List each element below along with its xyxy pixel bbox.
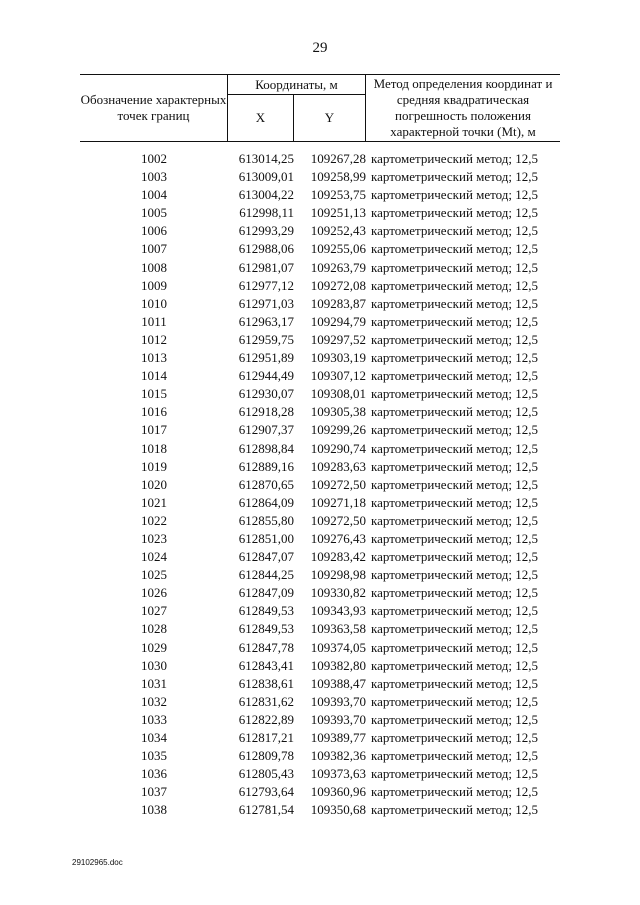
table-row: [80, 313, 560, 331]
coord-x: 612889,16: [238, 458, 294, 474]
coord-y: 109382,80: [310, 657, 366, 673]
table-row: [80, 367, 560, 385]
method-text: картометрический метод; 12,5: [371, 675, 539, 691]
point-number: 1034: [141, 730, 167, 745]
method-text: картометрический метод; 12,5: [371, 440, 539, 456]
table-row: [80, 711, 560, 729]
coord-y: 109389,77: [310, 730, 366, 745]
method-text: картометрический метод; 12,5: [371, 621, 539, 637]
table-row: [80, 693, 560, 711]
point-number: 1003: [141, 169, 167, 185]
coord-y: 109393,70: [310, 711, 366, 727]
coord-x: 612898,84: [238, 440, 294, 456]
table-row: [80, 675, 560, 693]
table-row: [80, 602, 560, 620]
method-text: картометрический метод; 12,5: [371, 512, 539, 528]
method-text: картометрический метод; 12,5: [371, 802, 539, 818]
coord-y: 109297,52: [310, 331, 366, 347]
point-number: 1010: [141, 295, 167, 311]
method-text: картометрический метод; 12,5: [371, 693, 539, 709]
coord-x: 612944,49: [238, 368, 294, 384]
method-text: картометрический метод; 12,5: [371, 151, 539, 166]
point-number: 1016: [141, 404, 167, 420]
table-row: [80, 494, 560, 512]
table-row: [80, 295, 560, 313]
coord-y: 109283,63: [310, 458, 366, 474]
table-row: [80, 421, 560, 439]
method-text: картометрический метод; 12,5: [371, 259, 539, 275]
table-row: [80, 747, 560, 765]
header-designation: Обозначение характерных точек границ: [80, 75, 228, 141]
method-text: картометрический метод; 12,5: [371, 187, 539, 203]
header-x: X: [228, 95, 294, 141]
coord-y: 109271,18: [310, 494, 366, 510]
coord-y: 109374,05: [310, 639, 366, 655]
coord-x: 612864,09: [238, 494, 294, 510]
coord-y: 109299,26: [310, 422, 366, 438]
header-y: Y: [294, 95, 366, 141]
coord-x: 612963,17: [238, 313, 294, 329]
method-text: картометрический метод; 12,5: [371, 639, 539, 655]
table-row: [80, 349, 560, 367]
method-text: картометрический метод; 12,5: [371, 784, 539, 800]
coord-y: 109307,12: [310, 368, 366, 384]
coord-x: 612838,61: [238, 675, 294, 691]
coord-y: 109382,36: [310, 748, 366, 764]
method-text: картометрический метод; 12,5: [371, 205, 539, 221]
coord-x: 612951,89: [238, 350, 294, 366]
point-number: 1017: [141, 422, 167, 438]
point-number: 1007: [141, 241, 167, 257]
coord-y: 109267,28: [310, 151, 366, 166]
coord-x: 612918,28: [238, 404, 294, 420]
method-text: картометрический метод; 12,5: [371, 295, 539, 311]
table-row: [80, 458, 560, 476]
point-number: 1027: [141, 603, 167, 619]
point-number: 1018: [141, 440, 167, 456]
coord-y: 109350,68: [310, 802, 366, 818]
point-number: 1030: [141, 657, 167, 673]
coord-y: 109303,19: [310, 350, 366, 366]
coord-x: 612930,07: [238, 386, 294, 402]
coord-y: 109255,06: [310, 241, 366, 257]
point-number: 1011: [141, 313, 167, 329]
coord-y: 109360,96: [310, 784, 366, 800]
table-row: [80, 548, 560, 566]
coord-y: 109251,13: [310, 205, 366, 221]
method-text: картометрический метод; 12,5: [371, 549, 539, 565]
point-number: 1037: [141, 784, 167, 800]
coord-y: 109252,43: [310, 223, 366, 239]
table-row: [80, 222, 560, 240]
method-text: картометрический метод; 12,5: [371, 277, 539, 293]
point-number: 1008: [141, 259, 167, 275]
coord-x: 612870,65: [238, 476, 294, 492]
table-row: [80, 331, 560, 349]
point-number: 1020: [141, 476, 167, 492]
coord-y: 109330,82: [310, 585, 366, 601]
point-number: 1002: [141, 151, 167, 166]
table-row: [80, 204, 560, 222]
point-number: 1022: [141, 512, 167, 528]
method-text: картометрический метод; 12,5: [371, 476, 539, 492]
coord-x: 612907,37: [238, 422, 294, 438]
point-number: 1033: [141, 711, 167, 727]
coord-y: 109272,50: [310, 512, 366, 528]
method-text: картометрический метод; 12,5: [371, 494, 539, 510]
coord-x: 612805,43: [238, 766, 294, 782]
table-header: [80, 74, 560, 142]
table-row: [80, 277, 560, 295]
coord-y: 109388,47: [310, 675, 366, 691]
coord-x: 612959,75: [238, 331, 294, 347]
coord-x: 612847,09: [238, 585, 294, 601]
point-number: 1004: [141, 187, 167, 203]
method-text: картометрический метод; 12,5: [371, 331, 539, 347]
coord-x: 612843,41: [238, 657, 294, 673]
coord-y: 109253,75: [310, 187, 366, 203]
table-row: [80, 801, 560, 819]
table-row: [80, 729, 560, 747]
table-row: [80, 657, 560, 675]
coord-x: 612793,64: [238, 784, 294, 800]
coord-y: 109290,74: [310, 440, 366, 456]
coord-y: 109263,79: [310, 259, 366, 275]
header-coordinates: Координаты, м: [228, 75, 366, 95]
table-row: [80, 765, 560, 783]
coord-y: 109363,58: [310, 621, 366, 637]
point-number: 1012: [141, 331, 167, 347]
method-text: картометрический метод; 12,5: [371, 567, 539, 583]
coord-y: 109283,87: [310, 295, 366, 311]
coord-y: 109373,63: [310, 766, 366, 782]
point-number: 1021: [141, 494, 167, 510]
coord-y: 109258,99: [310, 169, 366, 185]
table-body: [80, 150, 560, 819]
coord-y: 109298,98: [310, 567, 366, 583]
point-number: 1028: [141, 621, 167, 637]
point-number: 1009: [141, 277, 167, 293]
coord-x: 612998,11: [239, 205, 294, 221]
method-text: картометрический метод; 12,5: [371, 241, 539, 257]
coord-x: 612993,29: [238, 223, 294, 239]
coord-x: 612847,07: [238, 549, 294, 565]
table-row: [80, 385, 560, 403]
method-text: картометрический метод; 12,5: [371, 748, 539, 764]
point-number: 1029: [141, 639, 167, 655]
coord-x: 612855,80: [238, 512, 294, 528]
point-number: 1005: [141, 205, 167, 221]
coord-x: 612844,25: [238, 567, 294, 583]
coord-y: 109393,70: [310, 693, 366, 709]
coord-x: 612831,62: [238, 693, 294, 709]
method-text: картометрический метод; 12,5: [371, 657, 539, 673]
coord-y: 109308,01: [310, 386, 366, 402]
table-row: [80, 783, 560, 801]
method-text: картометрический метод; 12,5: [371, 422, 539, 438]
point-number: 1038: [141, 802, 167, 818]
coord-x: 612822,89: [238, 711, 294, 727]
coord-y: 109343,93: [310, 603, 366, 619]
coord-y: 109283,42: [310, 549, 366, 565]
point-number: 1035: [141, 748, 167, 764]
point-number: 1032: [141, 693, 167, 709]
coord-x: 612847,78: [238, 639, 294, 655]
point-number: 1036: [141, 766, 167, 782]
document-filename: 29102965.doc: [72, 858, 123, 867]
coord-x: 612981,07: [238, 259, 294, 275]
point-number: 1015: [141, 386, 167, 402]
header-method: Метод определения координат и средняя квадратическая погрешность положения характерной точки (Mt), м: [373, 76, 553, 139]
table-row: [80, 259, 560, 277]
method-text: картометрический метод; 12,5: [371, 766, 539, 782]
table-row: [80, 530, 560, 548]
method-text: картометрический метод; 12,5: [371, 585, 539, 601]
table-row: [80, 639, 560, 657]
table-row: [80, 476, 560, 494]
point-number: 1019: [141, 458, 167, 474]
point-number: 1006: [141, 223, 167, 239]
coord-x: 612849,53: [238, 603, 294, 619]
point-number: 1023: [141, 530, 167, 546]
table-row: [80, 440, 560, 458]
coord-y: 109272,08: [310, 277, 366, 293]
point-number: 1025: [141, 567, 167, 583]
coord-y: 109272,50: [310, 476, 366, 492]
point-number: 1013: [141, 350, 167, 366]
point-number: 1024: [141, 549, 167, 565]
method-text: картометрический метод; 12,5: [371, 730, 539, 745]
point-number: 1026: [141, 585, 167, 601]
coord-x: 613004,22: [238, 187, 294, 203]
point-number: 1014: [141, 368, 167, 384]
table-row: [80, 403, 560, 421]
coord-y: 109294,79: [310, 313, 366, 329]
method-text: картометрический метод; 12,5: [371, 223, 539, 239]
coord-x: 612977,12: [238, 277, 294, 293]
coord-x: 612809,78: [238, 748, 294, 764]
table-row: [80, 168, 560, 186]
coord-x: 612988,06: [238, 241, 294, 257]
coord-y: 109276,43: [310, 530, 366, 546]
method-text: картометрический метод; 12,5: [371, 368, 539, 384]
coord-x: 613014,25: [238, 151, 294, 166]
table-row: [80, 584, 560, 602]
method-text: картометрический метод; 12,5: [371, 313, 539, 329]
table-row: [80, 150, 560, 168]
point-number: 1031: [141, 675, 167, 691]
table-row: [80, 512, 560, 530]
page-number: 29: [312, 40, 328, 56]
method-text: картометрический метод; 12,5: [371, 711, 539, 727]
coord-x: 612971,03: [238, 295, 294, 311]
table-row: [80, 566, 560, 584]
method-text: картометрический метод; 12,5: [371, 350, 539, 366]
table-row: [80, 240, 560, 258]
method-text: картометрический метод; 12,5: [371, 169, 539, 185]
coord-x: 612817,21: [238, 730, 294, 745]
coord-x: 612849,53: [238, 621, 294, 637]
coord-x: 612851,00: [238, 530, 294, 546]
coord-x: 613009,01: [238, 169, 294, 185]
method-text: картометрический метод; 12,5: [371, 404, 539, 420]
method-text: картометрический метод; 12,5: [371, 603, 539, 619]
method-text: картометрический метод; 12,5: [371, 458, 539, 474]
table-row: [80, 186, 560, 204]
table-row: [80, 620, 560, 638]
method-text: картометрический метод; 12,5: [371, 530, 539, 546]
method-text: картометрический метод; 12,5: [371, 386, 539, 402]
coord-x: 612781,54: [238, 802, 294, 818]
coord-y: 109305,38: [310, 404, 366, 420]
